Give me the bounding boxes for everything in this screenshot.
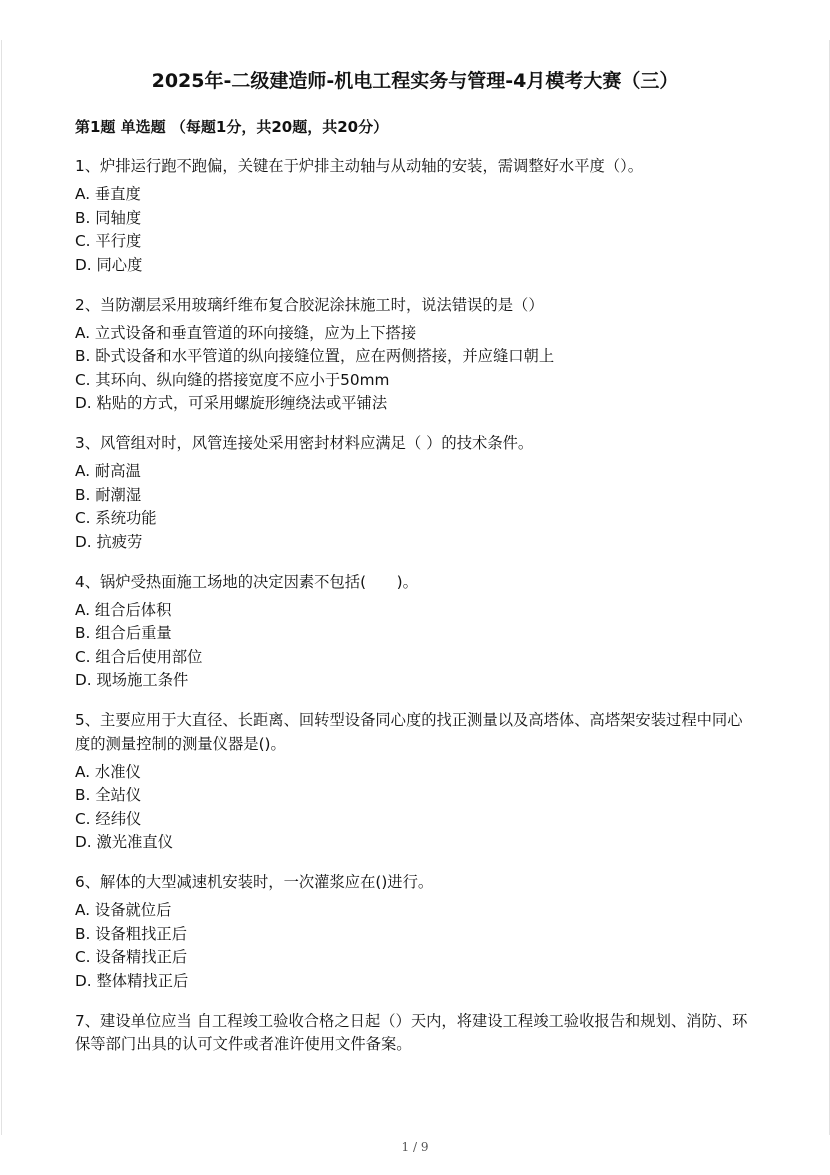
option-item: B. 卧式设备和水平管道的纵向接缝位置，应在两侧搭接，并应缝口朝上 xyxy=(75,347,555,365)
option-item: C. 系统功能 xyxy=(75,509,157,527)
option-item: C. 经纬仪 xyxy=(75,809,142,828)
option-item: B. 耐潮湿 xyxy=(75,485,142,504)
option-item: D. 抗疲劳 xyxy=(75,532,143,551)
page-number: 1 / 9 xyxy=(401,1140,429,1154)
option-item: A. 组合后体积 xyxy=(75,600,172,619)
option-list xyxy=(75,183,755,277)
question-item xyxy=(75,432,755,554)
option-item: C. 其环向、纵向缝的搭接宽度不应小于50mm xyxy=(75,370,390,389)
option-item: B. 组合后重量 xyxy=(75,624,172,642)
option-item: B. 同轴度 xyxy=(75,208,142,227)
section-heading: 第1题 单选题 （每题1分，共20题，共20分） xyxy=(75,118,389,136)
question-item xyxy=(75,294,755,416)
question-list xyxy=(75,155,755,1057)
document-title: 2025年-二级建造师-机电工程实务与管理-4月模考大赛（三） xyxy=(151,70,679,92)
option-item: B. 全站仪 xyxy=(75,786,142,804)
question-text: 4、锅炉受热面施工场地的决定因素不包括( )。 xyxy=(75,572,418,591)
option-list xyxy=(75,460,755,554)
option-item: C. 设备精找正后 xyxy=(75,948,188,966)
question-item xyxy=(75,571,755,693)
question-item xyxy=(75,155,755,277)
question-text: 1、炉排运行跑不跑偏，关键在于炉排主动轴与从动轴的安装，需调整好水平度（）。 xyxy=(75,157,644,175)
question-text: 6、解体的大型减速机安装时，一次灌浆应在()进行。 xyxy=(75,873,434,891)
question-text: 7、建设单位应当 自工程竣工验收合格之日起（）天内，将建设工程竣工验收报告和规划、消防、环保等部门出具的认可文件或者准许使用文件备案。 xyxy=(75,1011,748,1053)
option-item: C. 组合后使用部位 xyxy=(75,647,203,666)
question-text: 5、主要应用于大直径、长距离、回转型设备同心度的找正测量以及高塔体、高塔架安装过程中同心度的测量控制的测量仪器是()。 xyxy=(75,711,743,753)
option-item: A. 水准仪 xyxy=(75,762,141,781)
option-item: D. 现场施工条件 xyxy=(75,671,189,689)
option-item: A. 耐高温 xyxy=(75,462,141,480)
option-item: A. 立式设备和垂直管道的环向接缝，应为上下搭接 xyxy=(75,323,417,342)
option-item: B. 设备粗找正后 xyxy=(75,924,188,943)
question-item xyxy=(75,871,755,993)
question-text: 3、风管组对时，风管连接处采用密封材料应满足（ ）的技术条件。 xyxy=(75,434,534,452)
option-list xyxy=(75,761,755,855)
option-list xyxy=(75,599,755,693)
question-text: 2、当防潮层采用玻璃纤维布复合胶泥涂抹施工时，说法错误的是（） xyxy=(75,295,544,314)
option-list xyxy=(75,899,755,993)
option-item: A. 垂直度 xyxy=(75,185,141,203)
option-item: D. 整体精找正后 xyxy=(75,971,189,990)
option-list xyxy=(75,322,755,416)
option-item: D. 粘贴的方式，可采用螺旋形缠绕法或平铺法 xyxy=(75,394,388,412)
option-item: C. 平行度 xyxy=(75,232,142,250)
option-item: D. 同心度 xyxy=(75,255,143,274)
question-item xyxy=(75,1010,755,1057)
question-item xyxy=(75,709,755,855)
option-item: D. 激光准直仪 xyxy=(75,833,173,851)
option-item: A. 设备就位后 xyxy=(75,901,172,919)
